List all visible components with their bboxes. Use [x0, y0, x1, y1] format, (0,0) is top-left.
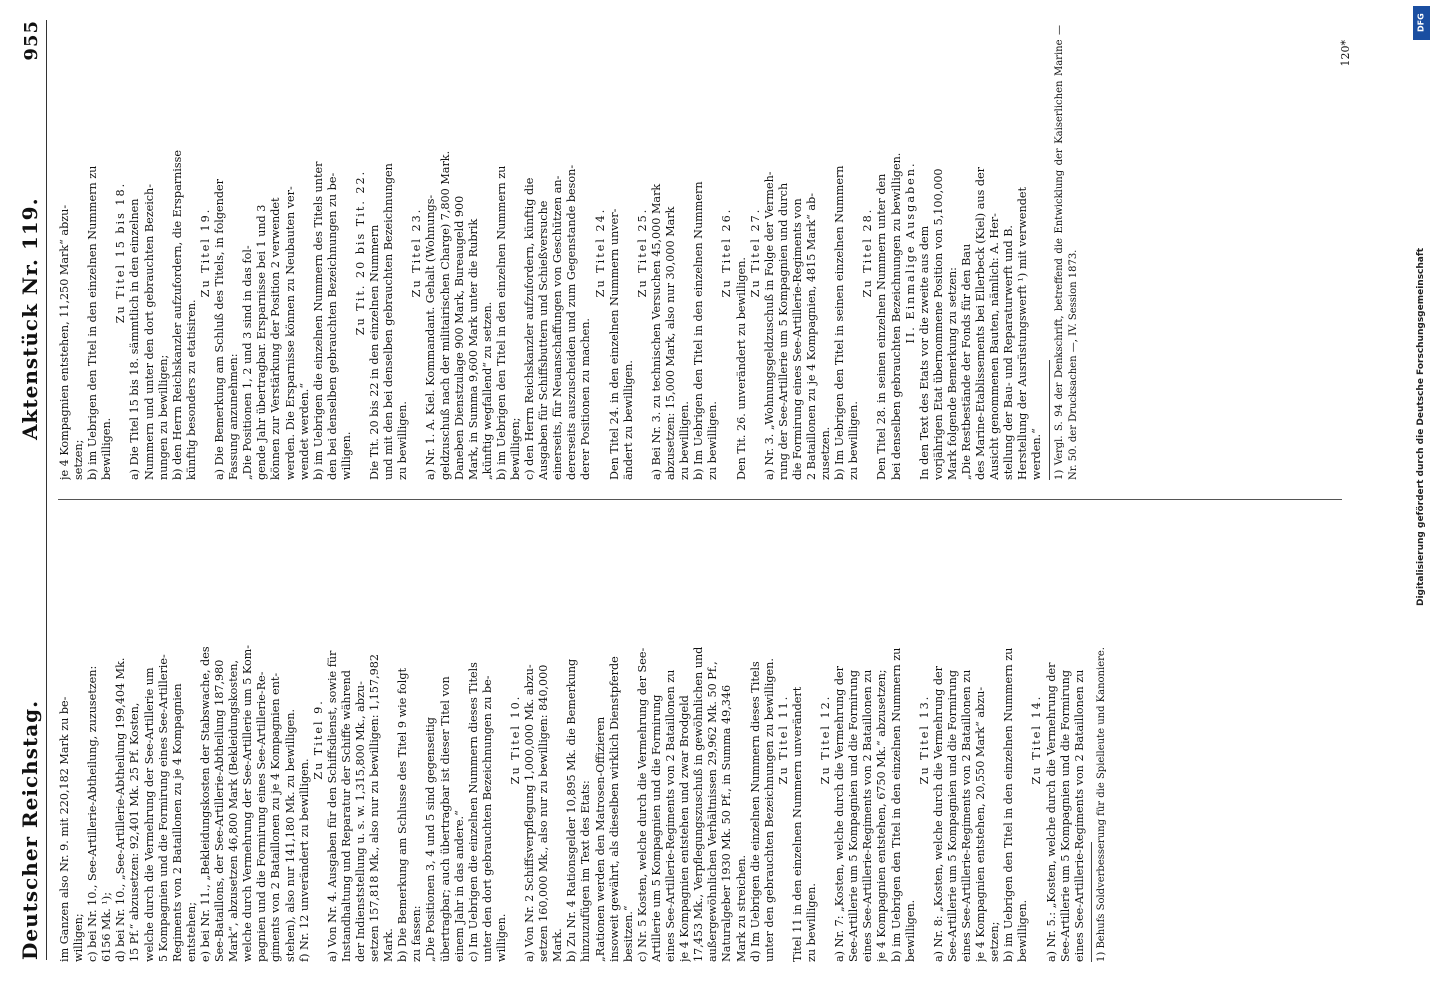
text-line: hinzuzufügen im Text des Etats: — [579, 780, 593, 962]
text-line: Zu Titel 26. — [720, 207, 734, 298]
text-line: „künftig wegfallend“ zu setzen. — [480, 301, 494, 480]
left-column — [58, 517, 1352, 962]
text-line: f) Nr. 12 unverändert zu bewilligen. — [297, 758, 311, 962]
text-line: setzen 157,818 Mk., also nur zu bewilligen: 1,157,982 — [368, 653, 382, 962]
text-line: eines See-Artillerie-Regiments von 2 Bataillonen zu — [664, 669, 678, 962]
text-line: außergewöhnlichen Verhältnissen 29,962 Mk. 50 Pf., — [706, 661, 720, 962]
text-line: a) Die Bemerkung am Schluß des Titels, in folgender — [213, 178, 227, 480]
text-line: Zu Titel 15 bis 18. — [114, 181, 128, 324]
text-line: c) Im Uebrigen die einzelnen Nummern dieses Titels — [466, 662, 480, 962]
text-line: a) Nr. 3. „Wohnungsgeldzuschuß in Folge der Vermeh- — [762, 171, 776, 480]
text-line: b) den Herrn Reichskanzler aufzufordern, die Ersparnisse — [170, 150, 184, 480]
text-line: Zu Titel 11. — [776, 694, 790, 785]
text-line: Nummern und unter den dort gebrauchten Bezeich- — [142, 183, 156, 480]
text-line: je 4 Kompagnien entstehen, 20,550 Mark“ abzu- — [974, 686, 988, 962]
text-line: besitzen.“ — [621, 905, 635, 962]
text-line: stehen), also nur 141,180 Mk. zu bewilligen. — [283, 709, 297, 962]
text-line: Zu Tit. 20 bis Tit. 22. — [353, 169, 367, 336]
text-line: Den Titel 28. in seinen einzelnen Nummern unter den — [875, 173, 889, 480]
text-line: Zu Titel 13. — [917, 694, 931, 785]
text-line: stellung der Bau- und Reparaturwerft und B. — [1002, 225, 1016, 480]
text-line: d) bei Nr. 10., „See-Artillerie-Abtheilung 199,404 Mk. — [114, 657, 128, 962]
text-line: Zu Titel 23. — [410, 207, 424, 298]
text-line: welche durch die Vermehrung der See-Artillerie um — [142, 667, 156, 962]
text-line: rung der See-Artillerie um 5 Kompagnien und durch — [776, 182, 790, 480]
text-line: je 4 Kompagnien entstehen und zwar Brodgeld — [678, 695, 692, 962]
dfg-logo: DFG — [1413, 6, 1430, 40]
text-line: der Indienststellung u. s. w. 1,315,800 Mk., abzu- — [353, 681, 367, 962]
text-line: giments von 2 Bataillonen zu je 4 Kompagnien ent- — [269, 672, 283, 962]
text-line: bei denselben gebrauchten Bezeichnungen zu bewilligen. — [889, 152, 903, 480]
header-center: Aktenstück Nr. 119. — [18, 197, 42, 440]
text-line: zu bewilligen. — [706, 401, 720, 480]
text-line: werden. Die Ersparnisse können zu Neubauten ver- — [283, 186, 297, 480]
text-line: c) Nr. 5 Kosten, welche durch die Vermehrung der See- — [635, 647, 649, 962]
text-line: a) Bei Nr. 3. zu technischen Versuchen 45,000 Mark — [649, 183, 663, 480]
text-line: den bei denselben gebrauchten Bezeichnungen zu be- — [325, 172, 339, 480]
text-line: b) im Uebrigen den Titel in den einzelnen Nummern zu — [889, 647, 903, 962]
page-header — [6, 20, 47, 960]
text-line: zu bewilligen. — [847, 401, 861, 480]
text-line: Fassung anzunehmen: — [227, 353, 241, 480]
text-line: Zu Titel 9. — [311, 699, 325, 780]
header-left: Deutscher Reichstag. — [18, 699, 42, 960]
text-line: Zu Titel 14. — [1030, 694, 1044, 785]
column-divider — [58, 499, 1342, 500]
text-line: künftig besonders zu etatisiren. — [184, 299, 198, 480]
text-line: Zu Titel 27. — [748, 207, 762, 298]
text-line: b) im Uebrigen den Titel in den einzelnen Nummern zu — [1002, 647, 1016, 962]
text-line: 17,453 Mk., Verpflegungszuschuß in gewöhnlichen und — [692, 646, 706, 962]
right-column — [58, 25, 1352, 480]
text-line: Den Titel 24. in den einzelnen Nummern unver- — [607, 208, 621, 480]
text-line: willigen. — [339, 431, 353, 480]
text-line: einerseits, für Neuanschaffungen von Geschützen an- — [551, 175, 565, 480]
page-signature: 120* — [1339, 40, 1352, 67]
text-line: Mark, in Summa 9,600 Mark unter die Rubrik — [466, 218, 480, 480]
text-line: a) Nr. 5.: „Kosten, welche durch die Vermehrung der — [1044, 662, 1058, 962]
dfg-funding-note: Digitalisierung gefördert durch die Deutsche Forschungsgemeinschaft — [1416, 247, 1426, 606]
text-line: wendet werden.“ — [297, 382, 311, 480]
text-line: geldzuschuß nach der militairischen Charge) 7,800 Mark. — [438, 150, 452, 480]
text-line: pagnien und die Formirung eines See-Artillerie-Re- — [255, 671, 269, 962]
text-line: „Rationen werden den Matrosen-Offizieren — [593, 716, 607, 962]
text-line: eines See-Artillerie-Regiments von 2 Bataillonen zu — [1072, 669, 1086, 962]
text-line: Mark. — [551, 928, 565, 962]
text-line: Mark folgende Bemerkung zu setzen: — [945, 267, 959, 480]
text-line: eines See-Artillerie-Regiments von 2 Bataillonen zu — [861, 669, 875, 962]
text-line: Artillerie um 5 Kompagnien und die Formirung — [649, 694, 663, 962]
text-line: zu bewilligen. — [804, 883, 818, 962]
text-line: Zu Titel 10. — [509, 694, 522, 785]
text-line: welche durch Vermehrung der See-Artillerie um 5 Kom- — [241, 644, 255, 962]
footnote-rule — [1091, 842, 1092, 962]
text-line: die Formirung eines See-Artillerie-Regiments von — [790, 198, 804, 480]
text-line: b) im Uebrigen die einzelnen Nummern des Titels unter — [311, 161, 325, 480]
text-line: zu bewilligen. — [396, 401, 410, 480]
text-line: Zu Titel 25. — [635, 207, 649, 298]
text-line: setzen; — [72, 439, 86, 480]
text-line: 5 Kompagnien und die Formirung eines See-Artillerie- — [156, 654, 170, 962]
text-line: a) Die Titel 15 bis 18. sämmtlich in den einzelnen — [128, 198, 142, 480]
text-line: je 4 Kompagnien entstehen, 11,250 Mark“ abzu- — [58, 204, 71, 480]
text-line: 6156 Mk. ¹); — [100, 892, 114, 962]
text-line: unter den gebrauchten Bezeichnungen zu bewilligen. — [762, 658, 776, 962]
text-line: willigen. — [494, 913, 508, 962]
text-line: derer Positionen zu machen. — [579, 318, 593, 480]
text-line: Mark zu streichen. — [734, 854, 748, 962]
text-line: dererseits auszuscheiden und zum Gegenstande beson- — [565, 164, 579, 480]
text-line: II. Einmalige Ausgaben. — [903, 161, 917, 344]
text-line: Ausgaben für Schiffsbuttern und Schießversuche — [537, 200, 551, 480]
footnote-rule — [1049, 360, 1050, 480]
text-line: See-Bataillons, der See-Artillerie-Abtheilung 187,980 — [213, 659, 227, 962]
text-line: e) bei Nr. 11., „Bekleidungskosten der Stabswache, des — [198, 646, 212, 962]
text-line: willigen; — [72, 913, 86, 962]
text-line: a) Nr. 1. A. Kiel. Kommandant. Gehalt (Wohnungs- — [424, 194, 438, 480]
text-line: bewilligen; — [509, 417, 522, 480]
text-line: See-Artillerie um 5 Kompagnien und die Formirung — [847, 669, 861, 962]
text-line: übertragbar; auch übertragbar ist dieser Titel von — [438, 676, 452, 962]
text-line: Ausicht genommenen Bauten, nämlich: A. Her- — [988, 213, 1002, 480]
text-line: d) Im Uebrigen die einzelnen Nummern dieses Titels — [748, 661, 762, 962]
footnote: 1) Vergl. S. 94 der Denkschrift, betreffend die Entwicklung der Kaiserlichen Marine — Nr. 50. der Drucksachen —, IV. Session 1873. — [1053, 25, 1079, 480]
text-line: See-Artillerie um 5 Kompagnien und die Formirung — [1058, 669, 1072, 962]
text-line: a) Nr. 8: „Kosten, welche durch die Vermehrung der — [931, 666, 945, 962]
footnote: 1) Behufs Soldverbesserung für die Spielleute und Kanoniere. — [1095, 647, 1107, 962]
text-line: und mit den bei denselben gebrauchten Bezeichnungen — [382, 163, 396, 480]
text-line: zu fassen: — [410, 905, 424, 962]
text-line: Zu Titel 12. — [819, 694, 833, 785]
text-line: Den Tit. 26. unverändert zu bewilligen. — [734, 257, 748, 480]
text-line: setzen; — [988, 921, 1002, 962]
text-line: Daneben Dienstzulage 900 Mark, Bureaugeld 900 — [452, 195, 466, 480]
text-line: Mark“, abzusetzen 46,800 Mark (Bekleidungskosten, — [227, 659, 241, 962]
text-line: b) Zu Nr. 4 Rationsgelder 10,895 Mk. die Bemerkung — [565, 658, 579, 962]
text-line: c) den Herrn Reichskanzler aufzufordern, künftig die — [523, 177, 537, 480]
text-line: Zu Titel 28. — [861, 207, 875, 298]
text-line: eines See-Artillerie-Regiments von 2 Bataillonen zu — [960, 669, 973, 962]
text-line: je 4 Kompagnien entstehen, 6750 Mk.“ abzusetzen; — [875, 669, 889, 962]
text-line: gende Jahr übertragbar. Ersparnisse bei 1 und 3 — [255, 204, 269, 480]
text-line: Mark. — [382, 928, 396, 962]
text-line: einem Jahr in das andere.“ — [452, 810, 466, 962]
text-line: Die Tit. 20 bis 22 in den einzelnen Nummern — [368, 224, 382, 480]
text-line: b) im Uebrigen den Titel in den einzelnen Nummern zu — [86, 165, 100, 480]
text-line: 15 Pf.“ abzusetzen: 92,401 Mk. 25 Pf. Kosten, — [128, 702, 142, 962]
page-number: 955 — [21, 20, 42, 61]
text-line: bewilligen. — [100, 417, 114, 480]
text-line: zusetzen. — [819, 426, 833, 480]
text-line: „Die Restbestände der Fonds für den Bau — [960, 243, 973, 480]
text-line: ändert zu bewilligen. — [621, 360, 635, 480]
text-line: entstehen; — [184, 902, 198, 962]
text-line: abzusetzen: 15,000 Mark, also nur 30,000 Mark — [664, 206, 678, 480]
text-line: können zur Verstärkung der Position 2 verwendet — [269, 197, 283, 480]
text-line: c) bei Nr. 10., See-Artillerie-Abtheilung, zuzusetzen: — [86, 665, 100, 962]
text-line: See-Artillerie um 5 Kompagnien und die Formirung — [945, 669, 959, 962]
text-line: im Ganzen also Nr. 9. mit 220,182 Mark zu be- — [58, 696, 71, 962]
text-line: insoweit gewährt, als dieselben wirklich Dienstpferde — [607, 656, 621, 962]
text-line: bewilligen. — [1016, 899, 1030, 962]
text-line: Instandhaltung und Reparatur der Schiffe während — [339, 670, 353, 962]
text-line: unter den dort gebrauchten Bezeichnungen zu be- — [480, 675, 494, 962]
text-line: „Die Positionen 1, 2 und 3 sind in das fol- — [241, 245, 255, 480]
text-line: setzen 160,000 Mk., also nur zu bewilligen: 840,000 — [537, 664, 551, 962]
text-line: b) Die Bemerkung am Schlusse des Titel 9 wie folgt — [396, 667, 410, 962]
text-line: b) im Uebrigen den Titel in den einzelnen Nummern zu — [494, 165, 508, 480]
text-line: Naturalgeber 1930 Mk. 50 Pf., in Summa 49,346 — [720, 684, 734, 962]
text-line: des Marine-Etablissements bei Ellerbeck (Kiel) aus der — [974, 166, 988, 480]
text-line: bewilligen. — [903, 899, 917, 962]
text-line: a) Von Nr. 2 Schiffsverpflegung 1,000,000 Mk. abzu- — [523, 664, 537, 962]
text-line: werden.“ — [1030, 428, 1044, 480]
text-line: Herstellung der Ausrüstungswerft ¹) mit verwendet — [1016, 186, 1030, 480]
text-line: In den Text des Etats vor die zweite aus dem — [917, 225, 931, 480]
text-line: „Die Positionen 3, 4 und 5 sind gegenseitig — [424, 717, 438, 962]
text-line: nungen zu bewilligen; — [156, 354, 170, 480]
text-line: Zu Titel 24. — [593, 207, 607, 298]
text-line: a) Nr. 7: „Kosten, welche durch die Vermehrung der — [833, 666, 847, 962]
text-line: 2 Bataillonen zu je 4 Kompagnien, 4815 Mark“ ab- — [804, 192, 818, 480]
text-line: zu bewilligen. — [678, 401, 692, 480]
text-line: Regiments von 2 Bataillonen zu je 4 Kompagnien — [170, 683, 184, 962]
text-line: Titel 11 in den einzelnen Nummern unverändert — [790, 686, 804, 962]
text-line: Zu Titel 19. — [198, 207, 212, 298]
text-line: b) Im Uebrigen den Titel in seinen einzelnen Nummern — [833, 165, 847, 480]
text-line: vorjährigen Etat übernommene Position von 5,100,000 — [931, 168, 945, 480]
text-line: a) Von Nr. 4. Ausgaben für den Schiffsdienst, sowie für — [325, 650, 339, 962]
text-line: b) Im Uebrigen den Titel in den einzelnen Nummern — [692, 181, 706, 480]
